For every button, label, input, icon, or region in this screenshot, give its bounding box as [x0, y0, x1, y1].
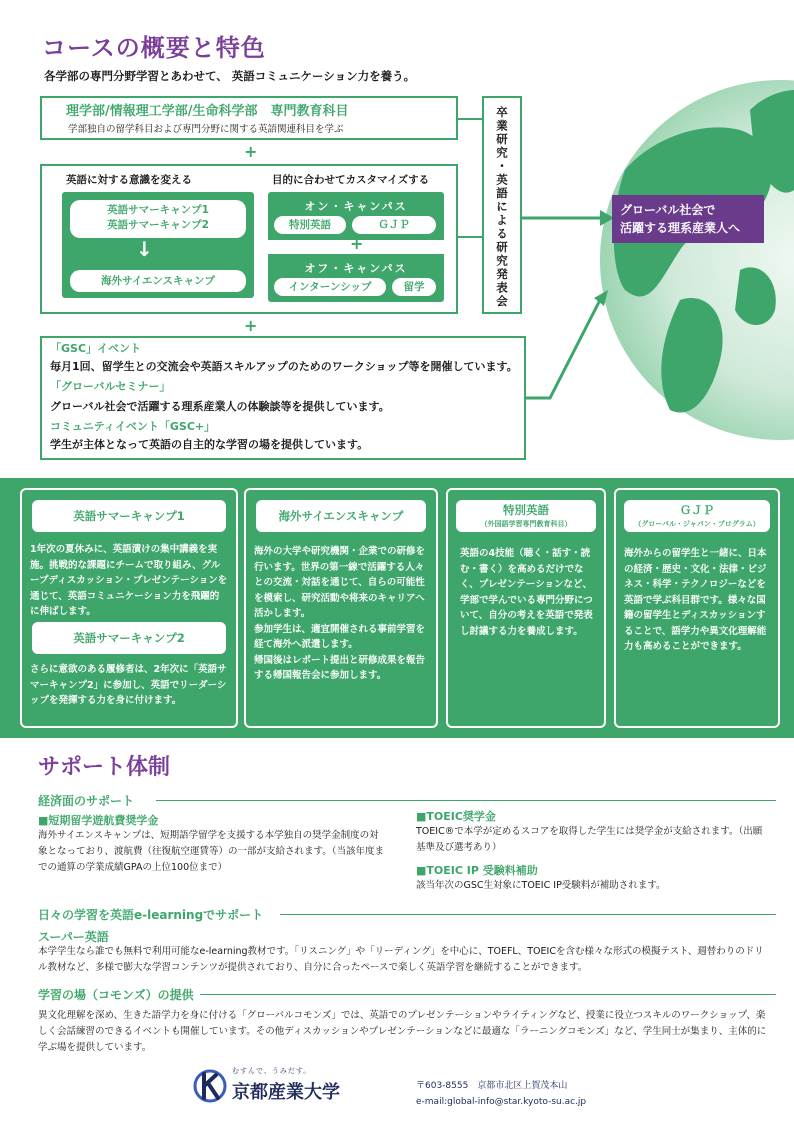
scholarship-1-text: 海外サイエンスキャンプは、短期語学留学を支援する本学独自の奨学金制度の対象となっており、渡航費（往復航空運賃等）の一部が支給されます。（当該年度までの通算の学業成績GPAの上位100位まで） [38, 830, 384, 873]
page-subtitle: 各学部の専門分野学習とあわせて、 英語コミュニケーション力を養う。 [44, 69, 416, 83]
arrow-program [458, 232, 484, 242]
commons-text: 異文化理解を深め、生きた語学力を身に付ける「グローバルコモンズ」では、英語でのプレゼンテーションやライティングなど、授業に役立つスキルのワークショップ、楽しく会話練習のできるイベントも開催しています。その他ディスカッションやプレゼンテーションなどに最適な「ラーニングコモンズ」など、学生同士が集まり、主体的に学ぶ場を提供しています。 [38, 1010, 767, 1053]
special-english-subtitle: （外国語学習専門教育科目） [480, 520, 572, 528]
scholarship-1-heading: ■短期留学遊航費奨学金 [38, 814, 159, 827]
off-campus-label: オフ・キャンパス [304, 262, 408, 275]
awareness-label: 英語に対する意識を変える [66, 174, 192, 186]
elearning-heading: 日々の学習を英語e-learningでサポート [38, 908, 264, 922]
global-seminar-heading: 「グローバルセミナー」 [50, 380, 171, 393]
arrows-to-globe [520, 150, 630, 410]
community-event-heading: コミュニティイベント「GSC+」 [50, 420, 216, 433]
elearning-rule [280, 914, 776, 915]
university-logo-icon [190, 1066, 230, 1106]
down-arrow-icon: ↓ [136, 237, 153, 261]
global-seminar-text: グローバル社会で活躍する理系産業人の体験談等を提供しています。 [50, 400, 390, 413]
toeic-ip-text: 該当年次のGSC生対象にTOEIC IP受験料が補助されます。 [416, 880, 666, 891]
plus-sign-2: + [244, 316, 258, 335]
super-english-text: 本学学生なら誰でも無料で利用可能なe-learning教材です。「リスニング」や「リーディング」を中心に、TOEFL、TOEICを含む様々な形式の模擬テスト、週替わりのドリル教材など、多様で膨大な学習コンテンツが提供されており、自分に合ったペースで楽しく英語学習を継続することができます。 [38, 946, 764, 973]
gjp-title-box [624, 500, 770, 532]
global-talent-line1: グローバル社会で [620, 203, 716, 217]
summer-camp-1-text: 1年次の夏休みに、英語漬けの集中講義を実施。挑戦的な課題にチームで取り組み、グループディスカッション・プレゼンテーションを通じて、英語コミュニケーション力を飛躍的に伸ばします。 [30, 544, 228, 617]
special-english-text: 英語の4技能（聴く・話す・読む・書く）を高めるだけでなく、プレゼンテーションなど、学部で学んでいる専門分野について、自分の考えを英語で発表し討議する力を養成します。 [460, 548, 593, 637]
science-camp-text: 海外の大学や研究機関・企業での研修を行います。世界の第一線で活躍する人々との交流・対話を通じて、自らの可能性を模索し、研究活動や将来のキャリアへ活かします。 参加学生は、適宜開催される事前学習を経て海外へ派遣します。 帰国後はレポート提出と研修成果を報告する帰国報告会に参加します。 [254, 546, 426, 681]
internship-pill: インターンシップ [274, 278, 386, 296]
summer-camp-pill [70, 200, 246, 238]
study-abroad-pill: 留学 [392, 278, 436, 296]
super-english-heading: スーパー英語 [38, 930, 109, 944]
global-talent-label [612, 195, 764, 243]
summer-camp-2-text: さらに意欲のある履修者は、2年次に「英語サマーキャンプ2」に参加し、英語でリーダーシップを発揮する力を身に付けます。 [30, 664, 227, 706]
plus-sign-campus: + [350, 234, 364, 253]
summer-camp-2-label: 英語サマーキャンプ2 [107, 219, 209, 231]
special-english-pill: 特別英語 [274, 216, 346, 234]
summer-camp-1-label: 英語サマーキャンプ1 [107, 204, 209, 216]
gjp-pill: ＧＪＰ [352, 216, 436, 234]
faculty-desc: 学部独自の留学科目および専門分野に関する英語関連科目を学ぶ [68, 124, 344, 135]
graduation-box [482, 96, 522, 314]
toeic-ip-heading: ■TOEIC IP 受験料補助 [416, 864, 538, 877]
page-title: コースの概要と特色 [42, 34, 266, 62]
graduation-text: 卒業研究・英語による研究発表会 [495, 106, 509, 309]
arrow-faculty [458, 114, 484, 124]
summer-camp-1-title: 英語サマーキャンプ1 [32, 500, 226, 532]
community-event-text: 学生が主体となって英語の自主的な学習の場を提供しています。 [50, 438, 369, 451]
faculty-title: 理学部/情報理工学部/生命科学部 専門教育科目 [66, 104, 349, 119]
toeic-scholarship-heading: ■TOEIC奨学金 [416, 810, 496, 823]
gjp-title: ＧＪＰ [679, 503, 715, 517]
special-english-title: 特別英語 [503, 503, 549, 517]
economic-support-heading: 経済面のサポート [38, 794, 135, 808]
special-english-title-box [456, 500, 596, 532]
commons-rule [200, 994, 776, 995]
university-address: 〒603-8555 京都市北区上賀茂本山 [416, 1081, 568, 1091]
commons-heading: 学習の場（コモンズ）の提供 [38, 988, 194, 1002]
global-talent-line2: 活躍する理系産業人へ [620, 221, 741, 235]
support-title: サポート体制 [38, 755, 171, 780]
customize-label: 目的に合わせてカスタマイズする [272, 174, 430, 186]
gjp-text: 海外からの留学生と一緒に、日本の経済・歴史・文化・法律・ビジネス・科学・テクノロジーなどを英語で学ぶ科目群です。様々な国籍の留学生とディスカッションすることで、語学力や異文化理解能力も高めることができます。 [624, 548, 767, 652]
gsc-event-heading: 「GSC」イベント [50, 342, 142, 355]
science-camp-title: 海外サイエンスキャンプ [256, 500, 426, 532]
university-name: 京都産業大学 [232, 1082, 340, 1103]
summer-camp-2-title: 英語サマーキャンプ2 [32, 622, 226, 654]
on-campus-label: オン・キャンパス [304, 200, 408, 213]
plus-sign-1: + [244, 142, 258, 161]
gjp-subtitle: （グローバル・ジャパン・プログラム） [634, 520, 760, 528]
overseas-camp-pill: 海外サイエンスキャンプ [70, 270, 246, 292]
university-slogan: むすんで、うみだす。 [232, 1067, 312, 1075]
toeic-scholarship-text: TOEIC®で本学が定めるスコアを取得した学生には奨学金が支給されます。（出願基準及び選考あり） [416, 826, 763, 853]
gsc-event-text: 毎月1回、留学生との交流会や英語スキルアップのためのワークショップ等を開催しています。 [50, 360, 518, 373]
economic-support-rule [156, 800, 776, 801]
university-email[interactable]: e-mail:global-info@star.kyoto-su.ac.jp [416, 1097, 587, 1107]
